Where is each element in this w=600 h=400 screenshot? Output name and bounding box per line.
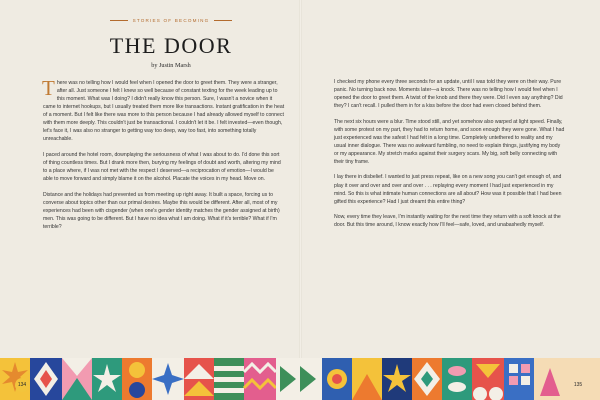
paragraph: Now, every time they leave, I'm instantly waiting for the next time they return with a soft knock at the door. But this time around, I know exactly how I'll feel—safe, loved, and unabashedly myself.	[334, 214, 561, 229]
square-shape	[521, 376, 530, 385]
stripe-shape	[214, 377, 244, 382]
square-shape	[509, 364, 518, 373]
story-title: THE DOOR	[109, 33, 233, 58]
page-number-left: 134	[15, 378, 29, 392]
pattern-tile	[442, 358, 472, 400]
leaf-shape	[448, 366, 466, 376]
paragraph: I lay there in disbelief. I wanted to just press repeat, like on a new song you can't get enough of, and play it over and over and over and over . . . replaying every moment I had just experienced in my mind. So this is what intimate human connections are all about? How was it possible that I had been gifted this experience? Had I just dreamt this entire thing?	[334, 174, 562, 205]
stripe-shape	[214, 388, 244, 393]
pattern-tile	[244, 358, 276, 400]
circle-shape	[332, 374, 342, 384]
series-heading	[57, 18, 285, 23]
series-label: STORIES OF BECOMING	[132, 18, 210, 23]
paragraph: I paced around the hotel room, downplaying the seriousness of what I was about to do. I'd done this sort of thing countless times. But I drank more then, burying my feelings of doubt and worth, altering my mind to a place where, if I was not met with the respect I deserved—a reciprocation of emotion—I would be able to move forward and simply blame it on the alcohol. Placate the voices in my head. Move on.	[43, 151, 281, 183]
stripe-shape	[214, 366, 244, 371]
series-rule-left	[110, 20, 128, 21]
right-page	[334, 78, 566, 237]
drop-cap: T	[42, 76, 55, 100]
first-paragraph-text: here was no telling how I would feel when I opened the door to greet them. They were a stranger, after all. Just someone I felt I knew so well because of constant texting for the week leading up to this moment. What was I doing? I didn't really know this person. Sure, I wasn't a novice when it came to internet hookups, but I usually treated them more like transactions. Instant gratification in the heat of a moment. But I felt like there was more to this person because I had already allowed myself to connect with them more deeply. This couldn't just be transactional. I couldn't let it be. I felt invested—even though, let's face it, I was also no stranger to getting way too deep, way too fast, into something totally unreachable.	[43, 80, 285, 143]
paragraph: I checked my phone every three seconds for an update, until I was told they were on their way. Pure panic. No turning back now. Moments later—a knock. There was no telling how I would feel when I opened the door to greet them. A twist of the knob and there they were. Did I even say anything? Did they? I can't recall. I pulled them in for a kiss before the door had even closed behind them.	[334, 79, 563, 110]
paragraph: Distance and the holidays had prevented us from meeting up right away. It built a space, forcing us to converse about topics other than our primal desires. Maybe this would be different. After all, most of my experiences had been with cisgender (when one's gender identity matches the gender assigned at birth) men. This was going to be different. But I have no idea what I am doing. What if it's terrible? What if I'm terrible?	[43, 191, 280, 230]
leaf-shape	[448, 382, 466, 392]
paragraph: The next six hours were a blur. Time stood still, and yet somehow also warped at light speed. Finally, with some protest on my part, they had to return home, and soon enough they were gone. What I had just experienced was the safest I had felt in a long time. Completely untethered to reality and my usual inner dialogue. There was no awkward fumbling, no need to explain things, justifying my body or my appearance. My stretch marks against their surgery scars. My big, soft belly connecting with their tiny frame.	[334, 118, 565, 165]
circle-shape	[129, 362, 145, 378]
page-gutter	[299, 0, 302, 358]
circle-shape	[129, 382, 145, 398]
decorative-pattern-strip	[0, 358, 600, 400]
left-page	[43, 18, 285, 238]
byline: by Justin Marsh	[151, 62, 191, 69]
square-shape	[521, 364, 530, 373]
paragraph	[42, 76, 285, 143]
page-number-right: 135	[571, 378, 585, 392]
series-rule-right	[214, 20, 232, 21]
square-shape	[509, 376, 518, 385]
